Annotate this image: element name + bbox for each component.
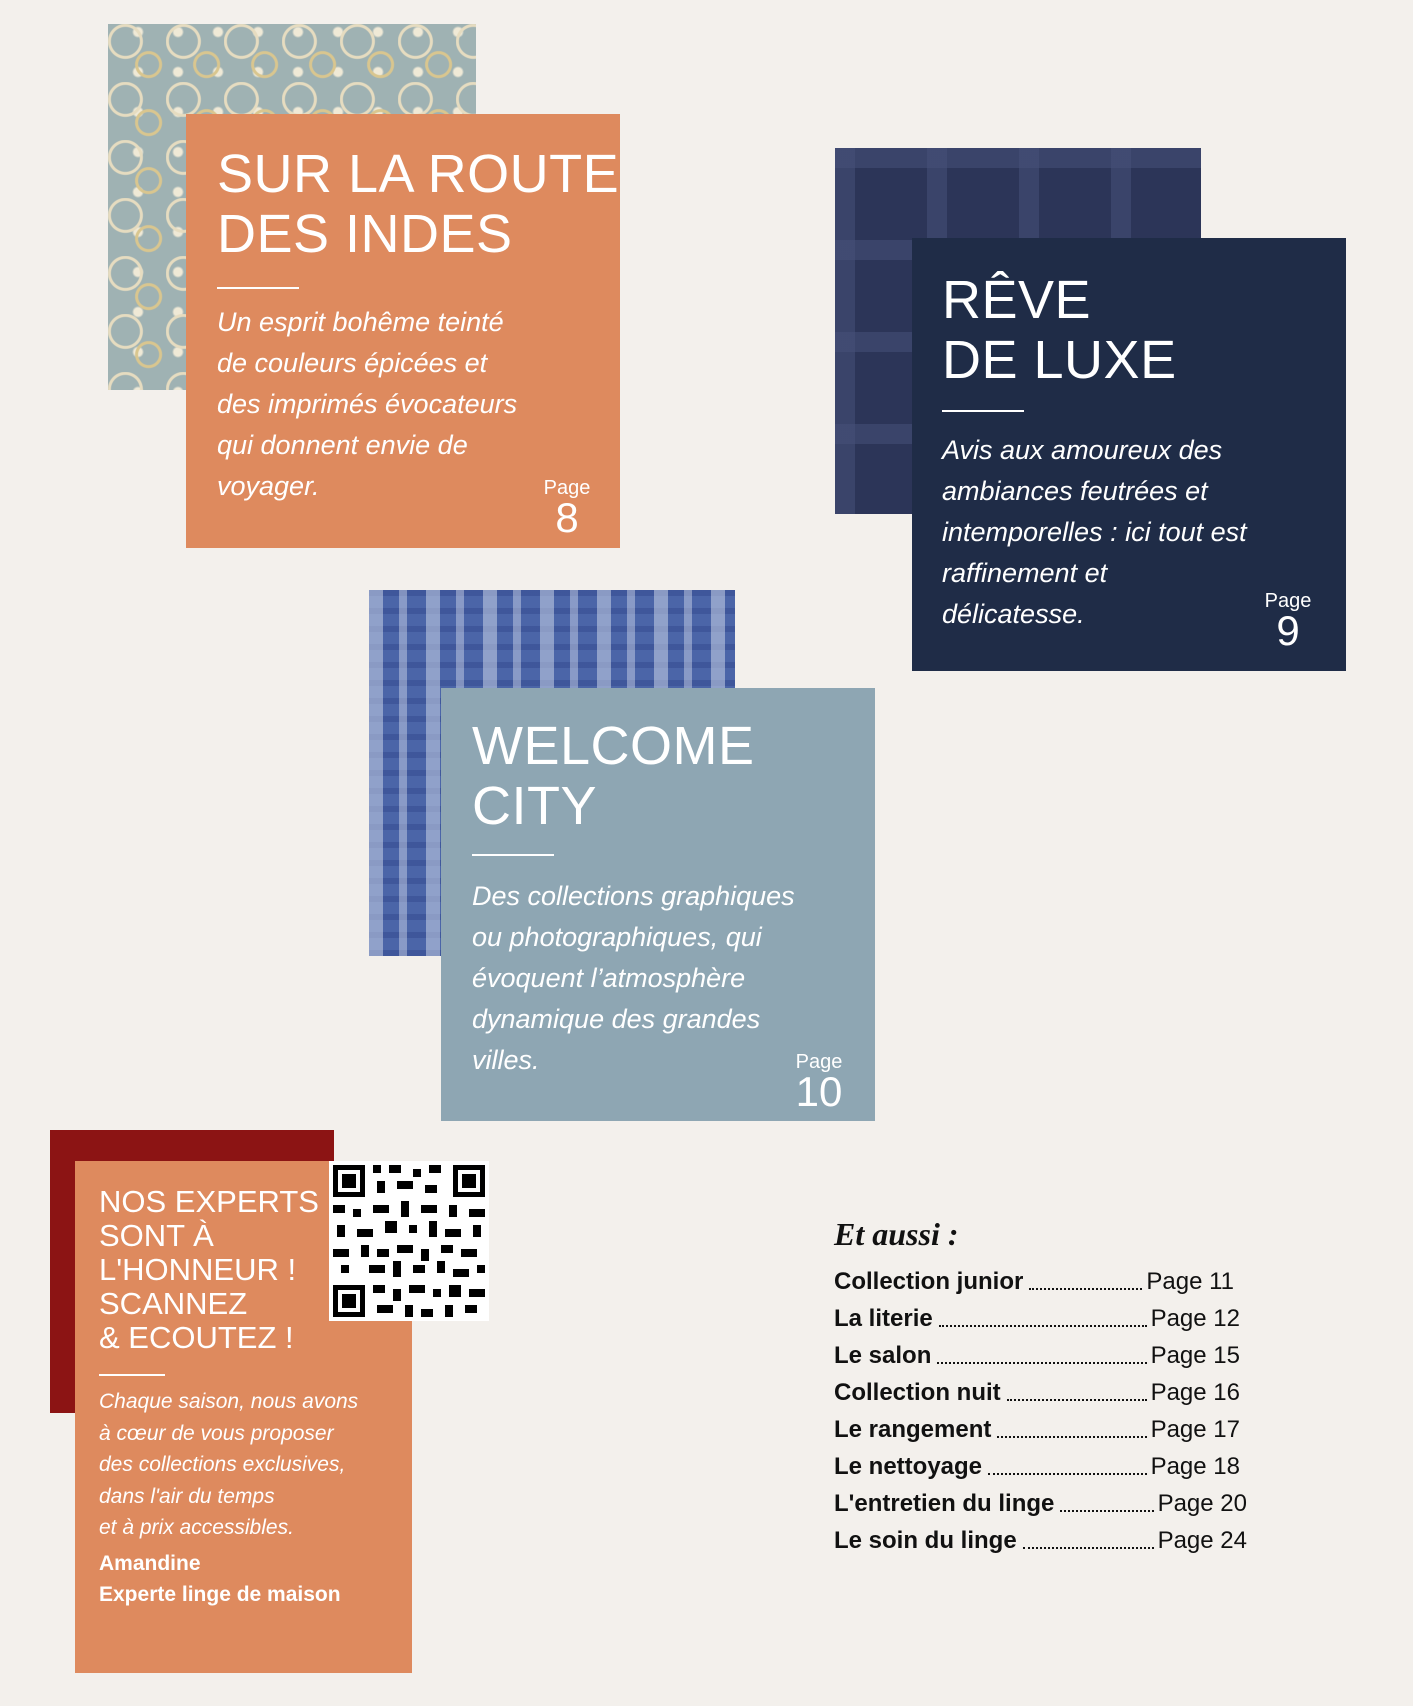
toc-item[interactable] [834,1521,1247,1555]
experts-quote: Chaque saison, nous avons à cœur de vous proposer des collections exclusives, dans l'air du temps et à prix accessibles. [99,1390,359,1539]
card-title: WELCOME CITY [472,716,755,836]
toc-item-page: Page 18 [1150,1453,1240,1480]
experts-author-role: Experte linge de maison [99,1583,341,1606]
dot-leader [1023,1547,1154,1549]
page-reference [1255,590,1321,654]
dot-leader [939,1325,1147,1327]
card-description: Avis aux amoureux des ambiances feutrées et intemporelles : ici tout est raffinement et délicatesse. [942,435,1247,629]
dot-leader [1060,1510,1153,1512]
toc-item[interactable] [834,1299,1240,1333]
toc [834,1216,1274,1556]
dot-leader [1029,1288,1142,1290]
page-number: 8 [555,494,579,541]
toc-item[interactable] [834,1336,1240,1370]
page-number: 10 [795,1068,843,1115]
toc-item[interactable] [834,1262,1234,1296]
toc-item-page: Page 24 [1157,1527,1247,1554]
page-number: 9 [1276,607,1300,654]
toc-item-page: Page 15 [1150,1342,1240,1369]
page-label: Page [795,1051,843,1073]
toc-item-name: Le nettoyage [834,1453,983,1480]
dot-leader [937,1362,1146,1364]
divider [472,854,554,856]
card-description: Un esprit bohême teinté de couleurs épicées et des imprimés évocateurs qui donnent envie de voyager. [217,307,518,501]
toc-item-name: Le salon [834,1342,932,1369]
card-welcome-city[interactable] [441,688,875,1121]
qr-code-graphic [329,1161,489,1321]
dot-leader [997,1436,1146,1438]
dot-leader [988,1473,1147,1475]
toc-item-name: Collection nuit [834,1379,1001,1406]
toc-item[interactable] [834,1410,1240,1444]
toc-item-page: Page 17 [1150,1416,1240,1443]
page-reference [783,1051,855,1115]
experts-title: NOS EXPERTS SONT À L'HONNEUR ! SCANNEZ & ECOUTEZ ! [99,1184,319,1355]
divider [99,1374,165,1376]
toc-item[interactable] [834,1447,1240,1481]
page-label: Page [543,477,591,499]
toc-item-page: Page 16 [1150,1379,1240,1406]
card-reve-de-luxe[interactable] [912,238,1346,671]
toc-item-name: La literie [834,1305,933,1332]
card-route-des-indes[interactable] [186,114,620,548]
toc-item-name: Le rangement [834,1416,992,1443]
divider [942,410,1024,412]
experts-author: Amandine [99,1552,201,1575]
dot-leader [1007,1399,1147,1401]
toc-item-name: L'entretien du linge [834,1490,1055,1517]
toc-item[interactable] [834,1484,1247,1518]
toc-heading: Et aussi : [834,1216,959,1252]
toc-item-page: Page 11 [1146,1268,1234,1295]
page-label: Page [1264,590,1312,612]
page-reference [534,477,600,541]
toc-item-name: Le soin du linge [834,1527,1017,1554]
divider [217,287,299,289]
card-description: Des collections graphiques ou photographiques, qui évoquent l’atmosphère dynamique des grandes villes. [472,881,795,1075]
card-title: RÊVE DE LUXE [942,270,1177,390]
toc-item-name: Collection junior [834,1268,1024,1295]
card-title: SUR LA ROUTE DES INDES [217,144,620,264]
toc-item[interactable] [834,1373,1240,1407]
toc-item-page: Page 12 [1150,1305,1240,1332]
toc-item-page: Page 20 [1157,1490,1247,1517]
qr-code-icon[interactable] [329,1161,489,1321]
